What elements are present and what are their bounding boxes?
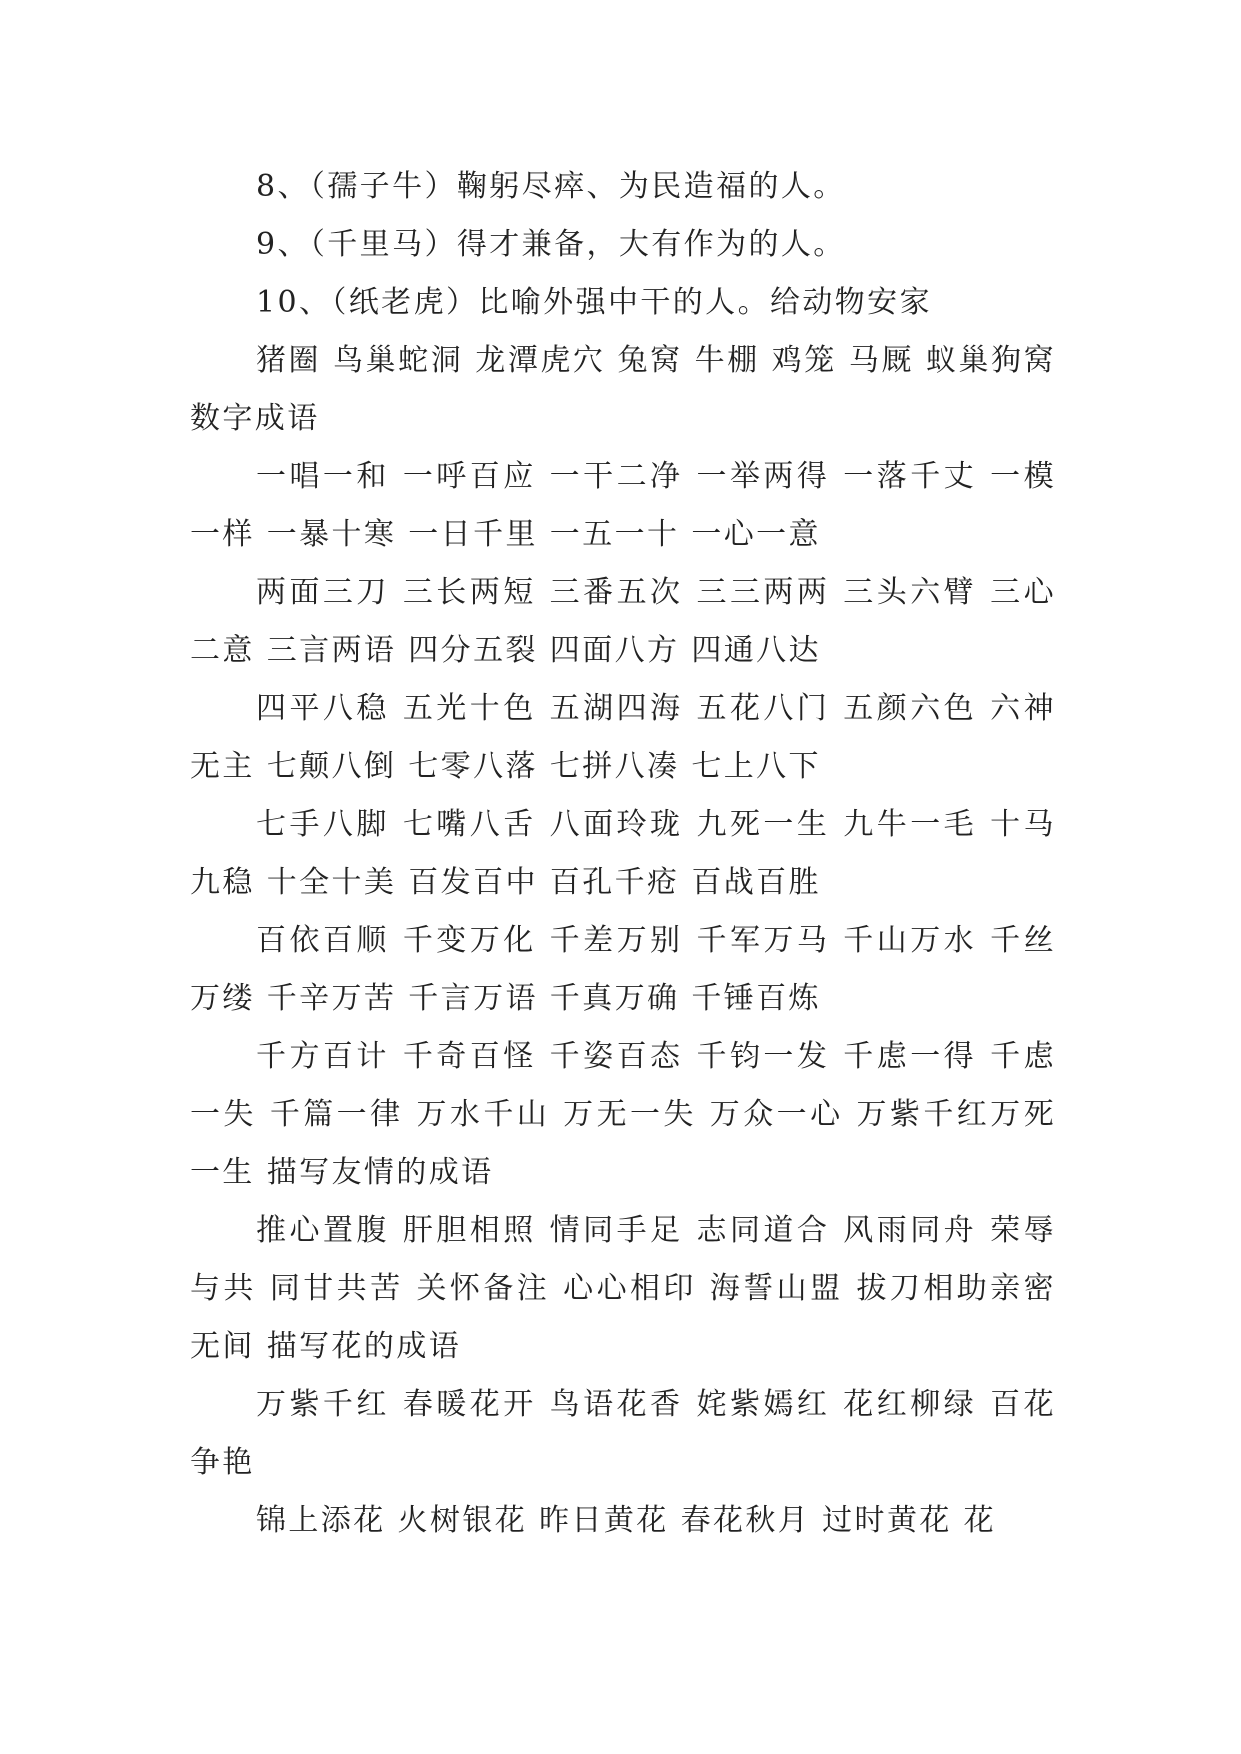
document-body (190, 158, 1056, 1550)
paragraph-friendship-idioms: 推心置腹 肝胆相照 情同手足 志同道合 风雨同舟 荣辱与共 同甘共苦 关怀备注 心心相印 海誓山盟 拔刀相助亲密无间 描写花的成语 (190, 1213, 1056, 1364)
paragraph-flower-idioms-2: 锦上添花 火树银花 昨日黄花 春花秋月 过时黄花 花 (256, 1503, 997, 1538)
paragraph-number-idioms-2: 两面三刀 三长两短 三番五次 三三两两 三头六臂 三心二意 三言两语 四分五裂 四面八方 四通八达 (190, 575, 1056, 668)
paragraph-flower-idioms-1: 万紫千红 春暖花开 鸟语花香 姹紫嫣红 花红柳绿 百花争艳 (190, 1387, 1056, 1480)
paragraph-animal-homes: 猪圈 鸟巢蛇洞 龙潭虎穴 兔窝 牛棚 鸡笼 马厩 蚁巢狗窝 数字成语 (190, 343, 1056, 436)
paragraph-number-idioms-1: 一唱一和 一呼百应 一干二净 一举两得 一落千丈 一模一样 一暴十寒 一日千里 一五一十 一心一意 (190, 459, 1056, 552)
paragraph-number-idioms-6: 千方百计 千奇百怪 千姿百态 千钧一发 千虑一得 千虑一失 千篇一律 万水千山 万无一失 万众一心 万紫千红万死一生 描写友情的成语 (190, 1039, 1056, 1190)
paragraph-number-idioms-3: 四平八稳 五光十色 五湖四海 五花八门 五颜六色 六神无主 七颠八倒 七零八落 七拼八凑 七上八下 (190, 691, 1056, 784)
paragraph-8: 8、（孺子牛）鞠躬尽瘁、为民造福的人。 (256, 169, 846, 204)
paragraph-9: 9、（千里马）得才兼备，大有作为的人。 (256, 227, 846, 262)
paragraph-number-idioms-4: 七手八脚 七嘴八舌 八面玲珑 九死一生 九牛一毛 十马九稳 十全十美 百发百中 百孔千疮 百战百胜 (190, 807, 1056, 900)
paragraph-number-idioms-5: 百依百顺 千变万化 千差万别 千军万马 千山万水 千丝万缕 千辛万苦 千言万语 千真万确 千锤百炼 (190, 923, 1056, 1016)
paragraph-10: 10、（纸老虎）比喻外强中干的人。给动物安家 (256, 285, 932, 320)
